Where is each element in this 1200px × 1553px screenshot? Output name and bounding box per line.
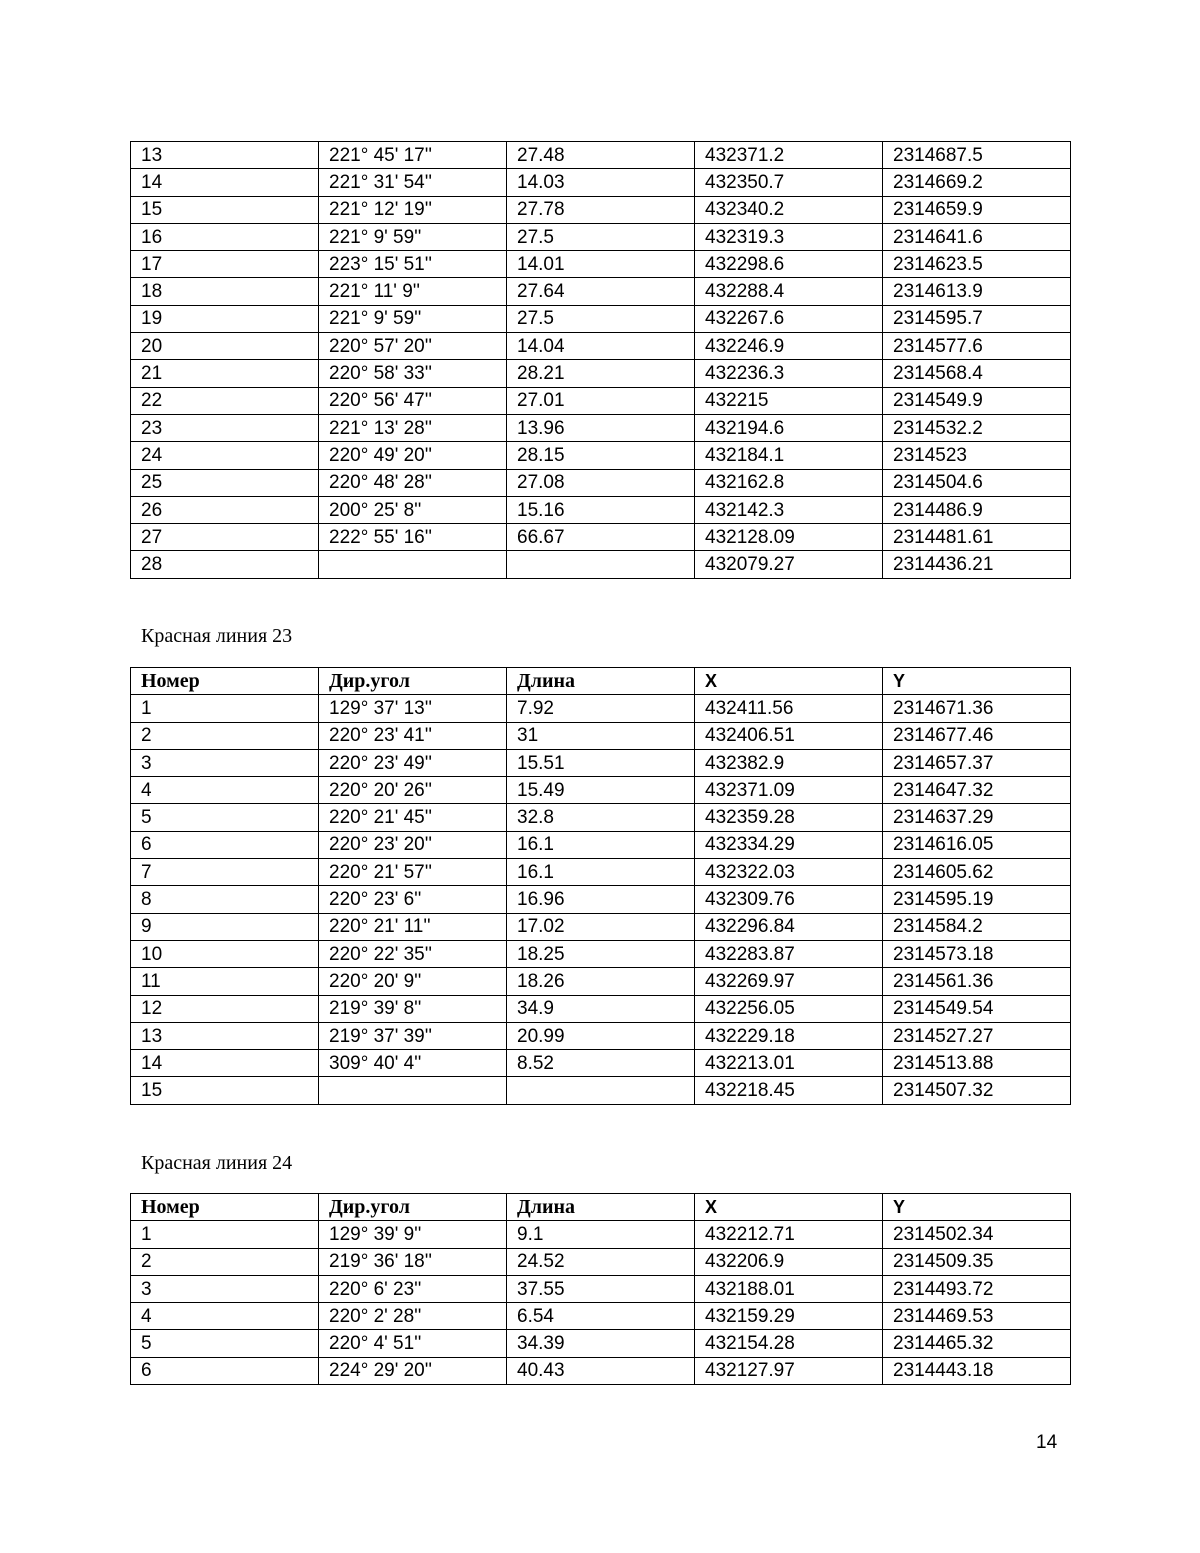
cell-length: 37.55	[507, 1275, 695, 1302]
cell-y: 2314595.19	[883, 886, 1071, 913]
cell-x: 432298.6	[695, 251, 883, 278]
cell-direction-angle: 221° 9' 59''	[319, 305, 507, 332]
cell-direction-angle: 221° 45' 17''	[319, 142, 507, 169]
header-number: Номер	[131, 668, 319, 695]
cell-number: 7	[131, 859, 319, 886]
cell-length: 15.16	[507, 496, 695, 523]
cell-number: 28	[131, 551, 319, 578]
cell-direction-angle: 221° 31' 54''	[319, 169, 507, 196]
cell-number: 10	[131, 940, 319, 967]
cell-y: 2314568.4	[883, 360, 1071, 387]
cell-length: 27.08	[507, 469, 695, 496]
cell-length: 32.8	[507, 804, 695, 831]
cell-y: 2314687.5	[883, 142, 1071, 169]
coordinates-table-red-line-23	[130, 667, 1071, 1105]
cell-direction-angle	[319, 1077, 507, 1104]
cell-direction-angle: 221° 9' 59''	[319, 223, 507, 250]
table-row	[131, 333, 1071, 360]
cell-y: 2314481.61	[883, 524, 1071, 551]
table-row	[131, 722, 1071, 749]
cell-length: 24.52	[507, 1248, 695, 1275]
cell-direction-angle: 309° 40' 4''	[319, 1050, 507, 1077]
table-row	[131, 305, 1071, 332]
cell-x: 432319.3	[695, 223, 883, 250]
cell-direction-angle: 221° 12' 19''	[319, 196, 507, 223]
cell-length: 20.99	[507, 1022, 695, 1049]
page-number: 14	[1036, 1432, 1058, 1453]
table-row	[131, 169, 1071, 196]
table-row	[131, 142, 1071, 169]
cell-x: 432288.4	[695, 278, 883, 305]
cell-number: 23	[131, 414, 319, 441]
table-row	[131, 1275, 1071, 1302]
cell-x: 432406.51	[695, 722, 883, 749]
cell-y: 2314502.34	[883, 1221, 1071, 1248]
cell-number: 1	[131, 1221, 319, 1248]
header-y: Y	[883, 1194, 1071, 1221]
table-row	[131, 995, 1071, 1022]
table-row	[131, 1330, 1071, 1357]
cell-x: 432079.27	[695, 551, 883, 578]
cell-length: 66.67	[507, 524, 695, 551]
cell-direction-angle: 220° 56' 47''	[319, 387, 507, 414]
table-row	[131, 469, 1071, 496]
cell-x: 432256.05	[695, 995, 883, 1022]
cell-direction-angle	[319, 551, 507, 578]
cell-y: 2314549.54	[883, 995, 1071, 1022]
header-x: X	[695, 668, 883, 695]
cell-y: 2314657.37	[883, 749, 1071, 776]
cell-number: 4	[131, 1303, 319, 1330]
cell-number: 15	[131, 196, 319, 223]
header-direction-angle: Дир.угол	[319, 668, 507, 695]
table-row	[131, 414, 1071, 441]
cell-number: 22	[131, 387, 319, 414]
cell-length: 7.92	[507, 695, 695, 722]
cell-number: 19	[131, 305, 319, 332]
cell-x: 432188.01	[695, 1275, 883, 1302]
cell-number: 5	[131, 1330, 319, 1357]
cell-length: 27.01	[507, 387, 695, 414]
cell-y: 2314507.32	[883, 1077, 1071, 1104]
cell-direction-angle: 220° 2' 28''	[319, 1303, 507, 1330]
cell-x: 432142.3	[695, 496, 883, 523]
table-row	[131, 442, 1071, 469]
cell-number: 14	[131, 169, 319, 196]
cell-number: 13	[131, 142, 319, 169]
cell-number: 14	[131, 1050, 319, 1077]
cell-y: 2314584.2	[883, 913, 1071, 940]
cell-y: 2314573.18	[883, 940, 1071, 967]
cell-x: 432350.7	[695, 169, 883, 196]
cell-x: 432236.3	[695, 360, 883, 387]
table-row	[131, 496, 1071, 523]
cell-y: 2314561.36	[883, 968, 1071, 995]
cell-x: 432371.09	[695, 777, 883, 804]
cell-direction-angle: 219° 36' 18''	[319, 1248, 507, 1275]
table-row	[131, 859, 1071, 886]
cell-direction-angle: 224° 29' 20''	[319, 1357, 507, 1384]
cell-y: 2314436.21	[883, 551, 1071, 578]
cell-y: 2314509.35	[883, 1248, 1071, 1275]
cell-x: 432296.84	[695, 913, 883, 940]
cell-direction-angle: 220° 20' 26''	[319, 777, 507, 804]
cell-x: 432334.29	[695, 831, 883, 858]
cell-y: 2314465.32	[883, 1330, 1071, 1357]
cell-direction-angle: 220° 23' 41''	[319, 722, 507, 749]
cell-x: 432382.9	[695, 749, 883, 776]
cell-length: 6.54	[507, 1303, 695, 1330]
cell-x: 432212.71	[695, 1221, 883, 1248]
cell-direction-angle: 220° 21' 11''	[319, 913, 507, 940]
cell-direction-angle: 223° 15' 51''	[319, 251, 507, 278]
cell-number: 6	[131, 831, 319, 858]
cell-length: 27.5	[507, 305, 695, 332]
table-row	[131, 1221, 1071, 1248]
cell-length: 14.03	[507, 169, 695, 196]
cell-direction-angle: 221° 11' 9''	[319, 278, 507, 305]
cell-number: 13	[131, 1022, 319, 1049]
table-row	[131, 886, 1071, 913]
cell-y: 2314486.9	[883, 496, 1071, 523]
cell-direction-angle: 220° 6' 23''	[319, 1275, 507, 1302]
cell-number: 11	[131, 968, 319, 995]
cell-direction-angle: 220° 57' 20''	[319, 333, 507, 360]
cell-length: 27.64	[507, 278, 695, 305]
cell-direction-angle: 220° 23' 6''	[319, 886, 507, 913]
cell-y: 2314595.7	[883, 305, 1071, 332]
cell-number: 6	[131, 1357, 319, 1384]
cell-length: 27.5	[507, 223, 695, 250]
cell-y: 2314659.9	[883, 196, 1071, 223]
table-row	[131, 913, 1071, 940]
header-number: Номер	[131, 1194, 319, 1221]
cell-direction-angle: 220° 22' 35''	[319, 940, 507, 967]
cell-x: 432154.28	[695, 1330, 883, 1357]
table-row	[131, 1303, 1071, 1330]
cell-direction-angle: 220° 49' 20''	[319, 442, 507, 469]
cell-number: 20	[131, 333, 319, 360]
cell-y: 2314623.5	[883, 251, 1071, 278]
table-header-row	[131, 1194, 1071, 1221]
cell-direction-angle: 220° 23' 20''	[319, 831, 507, 858]
table-row	[131, 524, 1071, 551]
cell-x: 432269.97	[695, 968, 883, 995]
table-row	[131, 278, 1071, 305]
cell-x: 432340.2	[695, 196, 883, 223]
cell-x: 432218.45	[695, 1077, 883, 1104]
cell-y: 2314532.2	[883, 414, 1071, 441]
cell-x: 432206.9	[695, 1248, 883, 1275]
cell-number: 21	[131, 360, 319, 387]
header-direction-angle: Дир.угол	[319, 1194, 507, 1221]
cell-y: 2314669.2	[883, 169, 1071, 196]
cell-length: 16.1	[507, 859, 695, 886]
cell-number: 3	[131, 1275, 319, 1302]
cell-number: 26	[131, 496, 319, 523]
table-row	[131, 223, 1071, 250]
cell-direction-angle: 222° 55' 16''	[319, 524, 507, 551]
cell-y: 2314647.32	[883, 777, 1071, 804]
cell-length: 34.39	[507, 1330, 695, 1357]
cell-direction-angle: 200° 25' 8''	[319, 496, 507, 523]
cell-number: 16	[131, 223, 319, 250]
section-caption-red-line-24: Красная линия 24	[141, 1152, 293, 1174]
header-y: Y	[883, 668, 1071, 695]
cell-number: 1	[131, 695, 319, 722]
cell-number: 15	[131, 1077, 319, 1104]
cell-y: 2314616.05	[883, 831, 1071, 858]
cell-length: 27.78	[507, 196, 695, 223]
cell-x: 432371.2	[695, 142, 883, 169]
cell-direction-angle: 220° 4' 51''	[319, 1330, 507, 1357]
cell-number: 5	[131, 804, 319, 831]
table-row	[131, 804, 1071, 831]
cell-length: 8.52	[507, 1050, 695, 1077]
table-row	[131, 831, 1071, 858]
cell-number: 27	[131, 524, 319, 551]
cell-length: 15.51	[507, 749, 695, 776]
cell-y: 2314677.46	[883, 722, 1071, 749]
cell-direction-angle: 220° 21' 57''	[319, 859, 507, 886]
cell-direction-angle: 220° 20' 9''	[319, 968, 507, 995]
header-length: Длина	[507, 1194, 695, 1221]
cell-y: 2314493.72	[883, 1275, 1071, 1302]
cell-length: 16.96	[507, 886, 695, 913]
header-length: Длина	[507, 668, 695, 695]
cell-y: 2314577.6	[883, 333, 1071, 360]
header-x: X	[695, 1194, 883, 1221]
cell-number: 25	[131, 469, 319, 496]
coordinates-table-red-line-24	[130, 1193, 1071, 1385]
coordinates-table-continued	[130, 141, 1071, 579]
cell-length: 18.26	[507, 968, 695, 995]
cell-x: 432213.01	[695, 1050, 883, 1077]
cell-length: 16.1	[507, 831, 695, 858]
table-row	[131, 1357, 1071, 1384]
cell-number: 24	[131, 442, 319, 469]
cell-x: 432411.56	[695, 695, 883, 722]
cell-y: 2314513.88	[883, 1050, 1071, 1077]
cell-y: 2314671.36	[883, 695, 1071, 722]
cell-direction-angle: 220° 21' 45''	[319, 804, 507, 831]
table-row	[131, 777, 1071, 804]
cell-length: 34.9	[507, 995, 695, 1022]
table-row	[131, 1248, 1071, 1275]
cell-direction-angle: 220° 48' 28''	[319, 469, 507, 496]
table-row	[131, 360, 1071, 387]
cell-direction-angle: 219° 37' 39''	[319, 1022, 507, 1049]
cell-y: 2314637.29	[883, 804, 1071, 831]
cell-length: 14.01	[507, 251, 695, 278]
table-row	[131, 695, 1071, 722]
cell-length: 14.04	[507, 333, 695, 360]
cell-number: 2	[131, 722, 319, 749]
table-header-row	[131, 668, 1071, 695]
cell-length: 28.21	[507, 360, 695, 387]
cell-length: 31	[507, 722, 695, 749]
cell-direction-angle: 129° 39' 9''	[319, 1221, 507, 1248]
table-row	[131, 940, 1071, 967]
cell-x: 432267.6	[695, 305, 883, 332]
table-row	[131, 1050, 1071, 1077]
cell-direction-angle: 220° 23' 49''	[319, 749, 507, 776]
cell-y: 2314605.62	[883, 859, 1071, 886]
cell-length	[507, 1077, 695, 1104]
cell-length: 28.15	[507, 442, 695, 469]
cell-length: 13.96	[507, 414, 695, 441]
cell-x: 432229.18	[695, 1022, 883, 1049]
cell-number: 12	[131, 995, 319, 1022]
table-row	[131, 1077, 1071, 1104]
cell-length: 27.48	[507, 142, 695, 169]
table-row	[131, 251, 1071, 278]
cell-length: 18.25	[507, 940, 695, 967]
cell-x: 432162.8	[695, 469, 883, 496]
table-row	[131, 387, 1071, 414]
cell-direction-angle: 220° 58' 33''	[319, 360, 507, 387]
cell-x: 432194.6	[695, 414, 883, 441]
cell-x: 432128.09	[695, 524, 883, 551]
cell-number: 18	[131, 278, 319, 305]
cell-length: 9.1	[507, 1221, 695, 1248]
cell-x: 432309.76	[695, 886, 883, 913]
cell-y: 2314443.18	[883, 1357, 1071, 1384]
cell-x: 432359.28	[695, 804, 883, 831]
cell-direction-angle: 219° 39' 8''	[319, 995, 507, 1022]
cell-length: 15.49	[507, 777, 695, 804]
cell-length: 40.43	[507, 1357, 695, 1384]
table-row	[131, 749, 1071, 776]
cell-y: 2314504.6	[883, 469, 1071, 496]
cell-direction-angle: 129° 37' 13''	[319, 695, 507, 722]
cell-y: 2314549.9	[883, 387, 1071, 414]
cell-x: 432322.03	[695, 859, 883, 886]
cell-y: 2314613.9	[883, 278, 1071, 305]
cell-x: 432246.9	[695, 333, 883, 360]
cell-y: 2314469.53	[883, 1303, 1071, 1330]
cell-direction-angle: 221° 13' 28''	[319, 414, 507, 441]
cell-length: 17.02	[507, 913, 695, 940]
cell-number: 4	[131, 777, 319, 804]
cell-y: 2314641.6	[883, 223, 1071, 250]
table-row	[131, 968, 1071, 995]
table-row	[131, 196, 1071, 223]
cell-x: 432215	[695, 387, 883, 414]
table-row	[131, 551, 1071, 578]
cell-number: 17	[131, 251, 319, 278]
cell-number: 9	[131, 913, 319, 940]
cell-x: 432127.97	[695, 1357, 883, 1384]
table-row	[131, 1022, 1071, 1049]
cell-number: 8	[131, 886, 319, 913]
cell-number: 2	[131, 1248, 319, 1275]
section-caption-red-line-23: Красная линия 23	[141, 625, 293, 647]
cell-length	[507, 551, 695, 578]
cell-x: 432184.1	[695, 442, 883, 469]
cell-y: 2314523	[883, 442, 1071, 469]
cell-x: 432283.87	[695, 940, 883, 967]
cell-y: 2314527.27	[883, 1022, 1071, 1049]
cell-number: 3	[131, 749, 319, 776]
cell-x: 432159.29	[695, 1303, 883, 1330]
